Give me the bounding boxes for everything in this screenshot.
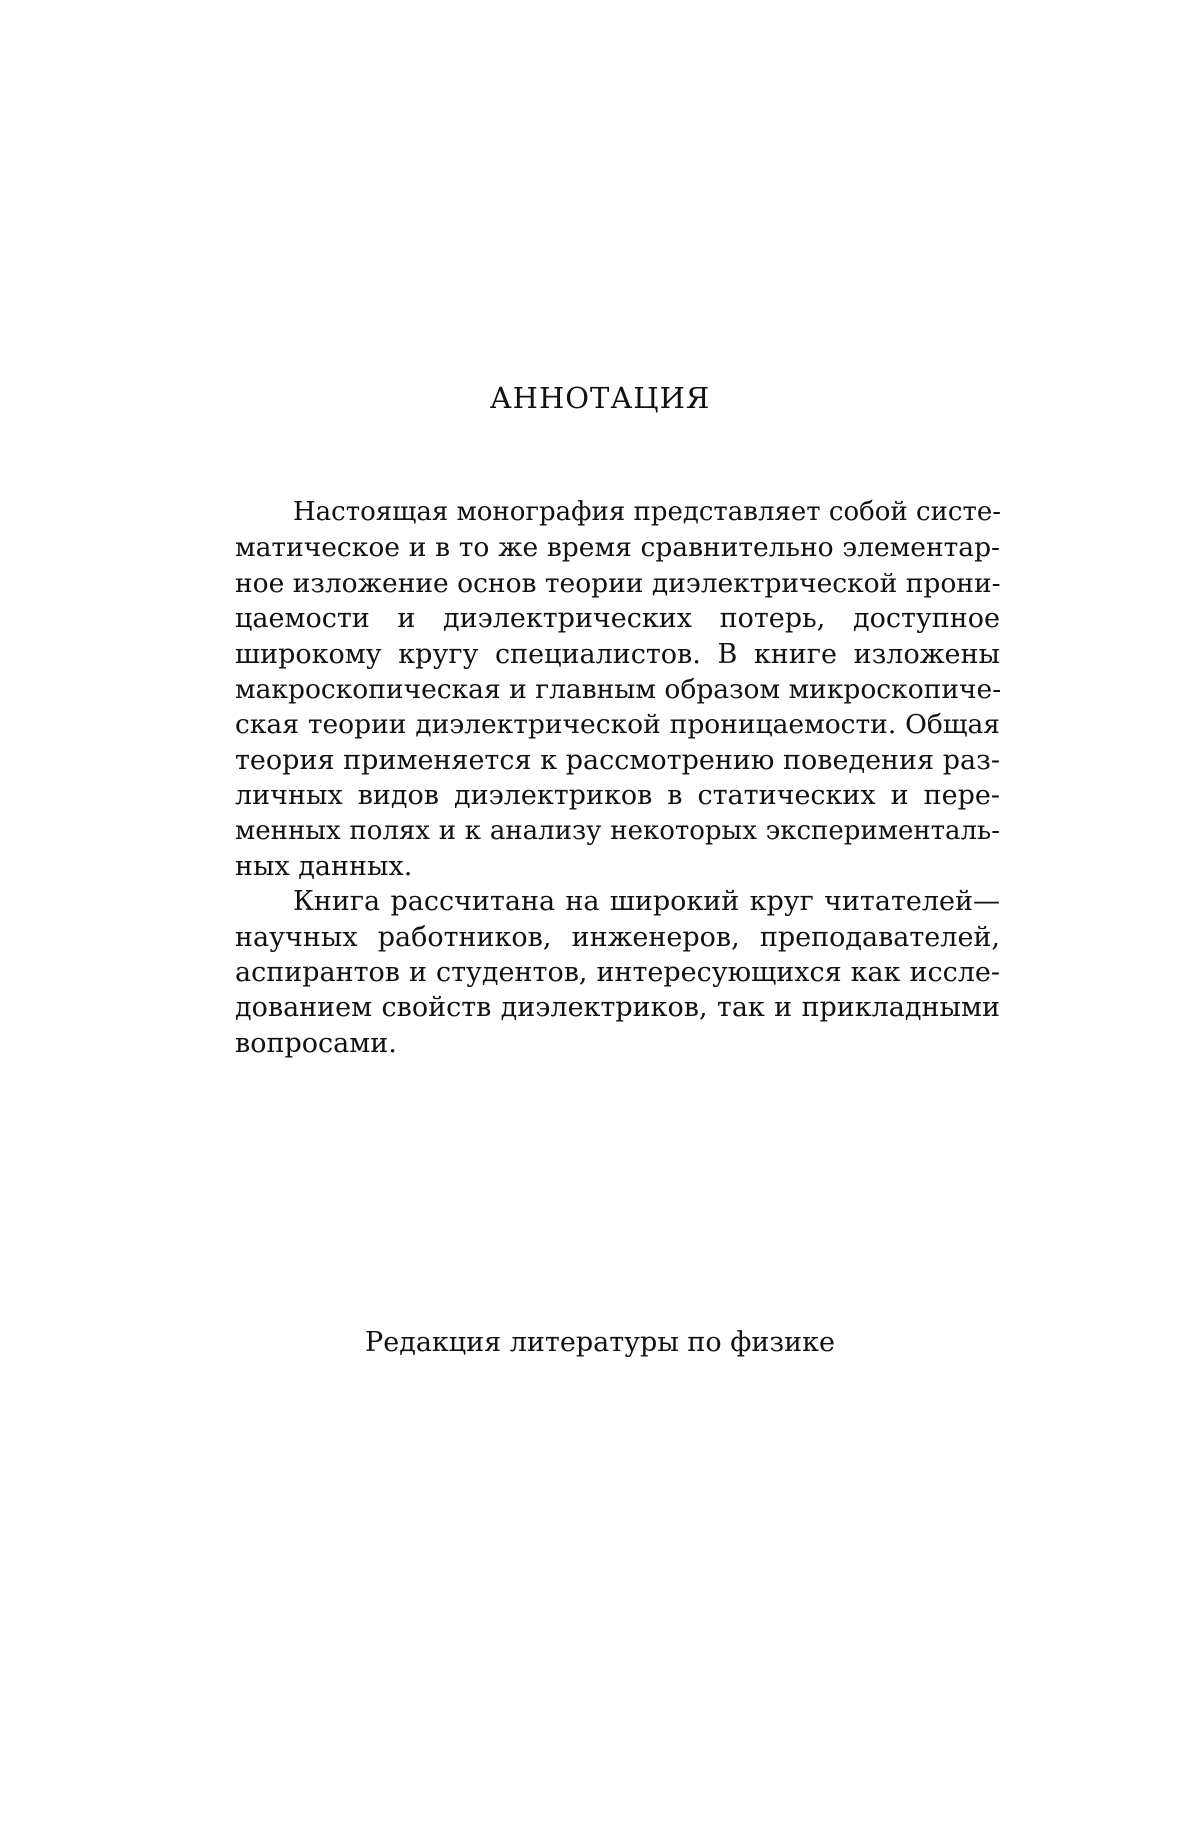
text-line: дованием свойств диэлектриков, так и прикладными [235,992,1000,1024]
text-line: ская теории диэлектрической проницаемости. Общая [235,709,1000,741]
publisher-note: Редакция литературы по физике [365,1327,835,1358]
text-line: аспирантов и студентов, интересующихся как иссле- [235,957,1000,989]
text-line: Книга рассчитана на широкий круг читателей— [293,886,1000,918]
text-line: широкому кругу специалистов. В книге изложены [235,638,1000,670]
paragraph [235,495,1000,884]
text-line: личных видов диэлектриков в статических и пере- [235,780,1000,812]
text-line: ных данных. [235,850,413,882]
text-line: Настоящая монография представляет собой систе- [293,497,1002,527]
page-heading: АННОТАЦИЯ [489,381,711,415]
annotation-body [235,495,1000,1061]
text-line: ное изложение основ теории диэлектрической прони- [235,567,1001,599]
text-line: вопросами. [235,1027,397,1059]
text-line: менных полях и к анализу некоторых эксперименталь- [235,815,1000,846]
paragraph [235,884,1000,1061]
text-line: теория применяется к рассмотрению поведения раз- [235,744,1000,776]
text-line: макроскопическая и главным образом микроскопиче- [235,673,1002,705]
text-line: цаемости и диэлектрических потерь, доступное [235,603,1000,635]
text-line: научных работников, инженеров, преподавателей, [235,921,1000,953]
text-line: матическое и в то же время сравнительно элементар- [235,532,1000,564]
